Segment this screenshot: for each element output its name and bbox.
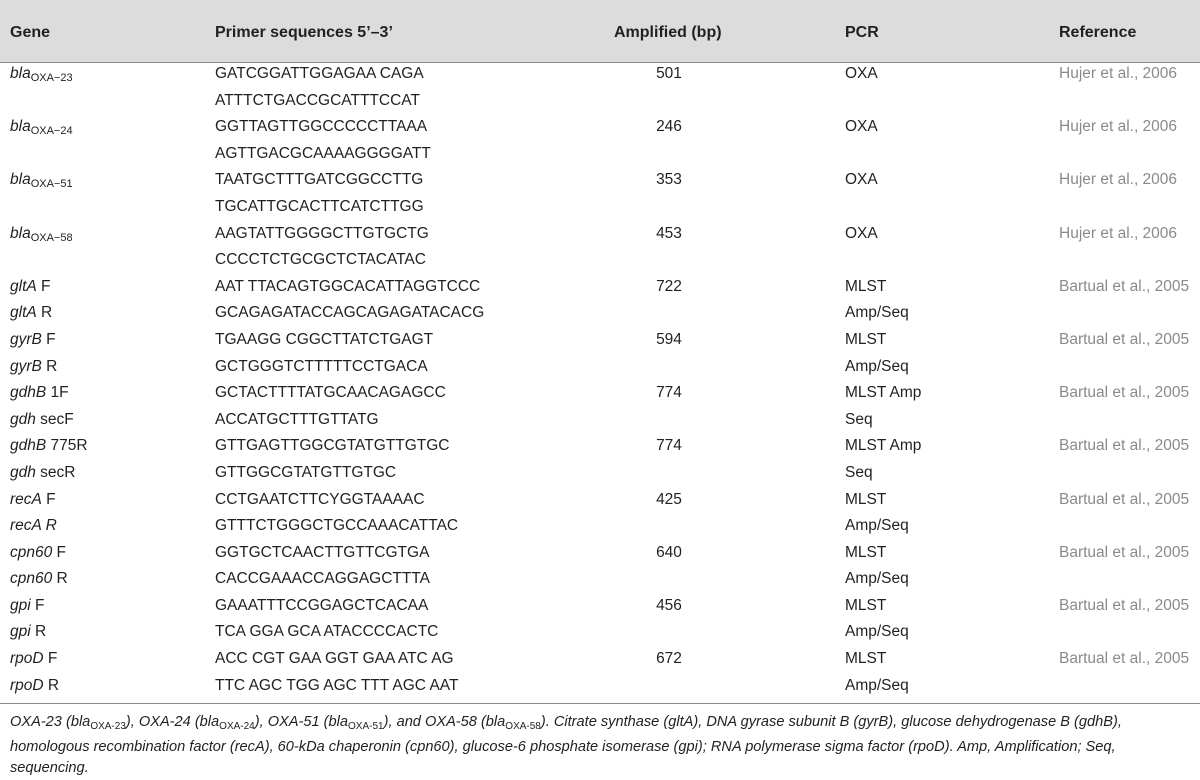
primer-cell: GCTGGGTCTTTTTCCTGACA <box>215 357 428 375</box>
table-row <box>0 672 1200 699</box>
table-row <box>0 486 1200 513</box>
gene-suffix: secR <box>35 463 76 481</box>
gene-suffix: secF <box>35 410 74 428</box>
gene-name: bla <box>10 171 31 189</box>
primer-cell: GGTTAGTTGGCCCCCTTAAA <box>215 118 428 136</box>
gene-name: gyrB <box>10 357 42 375</box>
gene-cell <box>10 517 57 535</box>
table-row <box>0 539 1200 566</box>
table-row <box>0 406 1200 433</box>
primer-cell: GATCGGATTGGAGAA CAGA <box>215 65 424 82</box>
gene-suffix: F <box>41 490 56 508</box>
footnote-text: ), OXA-24 (bla <box>125 714 220 730</box>
header-reference: Reference <box>1059 24 1137 41</box>
gene-suffix: R <box>30 623 47 641</box>
table-row <box>0 140 1200 167</box>
table-footnote <box>10 712 1195 779</box>
gene-name: gdhB <box>10 384 47 402</box>
table-row <box>0 220 1200 247</box>
gene-cell <box>10 304 52 322</box>
primer-cell: ATTTCTGACCGCATTTCCAT <box>215 91 420 109</box>
gene-name: gltA <box>10 277 37 295</box>
footnote-text: OXA-23 (bla <box>10 714 91 730</box>
footnote-text: ), OXA-51 (bla <box>254 714 349 730</box>
reference-cell: Bartual et al., 2005 <box>1059 650 1190 668</box>
footnote-subscript: OXA-24 <box>219 721 255 732</box>
table-row <box>0 618 1200 645</box>
gene-subscript: OXA−58 <box>30 231 73 244</box>
pcr-cell: MLST <box>845 596 887 614</box>
gene-name: gdhB <box>10 437 47 455</box>
table-row <box>0 353 1200 380</box>
gene-name: cpn60 <box>10 543 53 561</box>
reference-cell: Hujer et al., 2006 <box>1059 65 1178 82</box>
amplified-cell: 456 <box>656 596 682 614</box>
pcr-cell: MLST <box>845 650 887 668</box>
header-gene: Gene <box>10 24 51 41</box>
primer-cell: GCTACTTTTATGCAACAGAGCC <box>215 384 446 402</box>
gene-cell <box>10 677 59 695</box>
primer-cell: TAATGCTTTGATCGGCCTTG <box>215 171 424 189</box>
primer-cell: TTC AGC TGG AGC TTT AGC AAT <box>215 676 459 694</box>
gene-suffix: F <box>43 650 58 668</box>
amplified-cell: 672 <box>656 650 682 668</box>
footnote-text: ). Citrate synthase (gltA), DNA gyrase subunit B (gyrB), glucose dehydrogenase B (gdhB), homologous recombination factor (recA), 60-kDa chaperonin (cpn60), glucose-6 phosphate isomerase (gpi); RNA polymerase sigma factor (rpoD). Amp, Amplification; Seq, sequencing. <box>10 714 1122 776</box>
reference-cell: Bartual et al., 2005 <box>1059 596 1190 614</box>
pcr-cell: Amp/Seq <box>845 676 909 694</box>
pcr-cell: MLST <box>845 277 887 295</box>
table-row <box>0 246 1200 273</box>
primer-cell: ACCATGCTTTGTTATG <box>215 410 379 428</box>
pcr-cell: Amp/Seq <box>845 570 909 588</box>
pcr-cell: Seq <box>845 463 873 481</box>
reference-cell: Hujer et al., 2006 <box>1059 171 1178 189</box>
gene-cell <box>10 464 76 482</box>
primer-cell: GGTGCTCAACTTGTTCGTGA <box>215 543 430 561</box>
gene-cell <box>10 570 68 588</box>
amplified-cell: 353 <box>656 171 682 189</box>
pcr-cell: OXA <box>845 65 878 82</box>
gene-suffix: F <box>36 277 51 295</box>
pcr-cell: MLST <box>845 543 887 561</box>
reference-cell: Bartual et al., 2005 <box>1059 490 1190 508</box>
amplified-cell: 246 <box>656 118 682 136</box>
gene-cell <box>10 358 57 376</box>
gene-subscript: OXA−51 <box>30 178 73 191</box>
gene-suffix: 1F <box>46 384 69 402</box>
gene-suffix: 775R <box>46 437 88 455</box>
pcr-cell: MLST <box>845 330 887 348</box>
gene-name: recA R <box>10 517 57 535</box>
gene-name: cpn60 <box>10 570 53 588</box>
table-row <box>0 459 1200 486</box>
gene-name: rpoD <box>10 650 44 668</box>
table-row <box>0 299 1200 326</box>
primer-cell: TCA GGA GCA ATACCCCACTC <box>215 623 439 641</box>
gene-suffix: F <box>41 330 56 348</box>
reference-cell: Hujer et al., 2006 <box>1059 224 1178 242</box>
primer-cell: GTTGGCGTATGTTGTGC <box>215 463 397 481</box>
pcr-cell: Amp/Seq <box>845 357 909 375</box>
header-amplified: Amplified (bp) <box>614 24 722 41</box>
amplified-cell: 501 <box>656 65 682 82</box>
gene-suffix: R <box>43 676 60 694</box>
reference-cell: Bartual et al., 2005 <box>1059 437 1190 455</box>
primer-cell: TGCATTGCACTTCATCTTGG <box>215 197 424 215</box>
header-pcr: PCR <box>845 24 879 41</box>
gene-suffix: F <box>52 543 67 561</box>
table-body <box>0 60 1200 698</box>
amplified-cell: 774 <box>656 437 682 455</box>
primer-cell: CCCCTCTGCGCTCTACATAC <box>215 251 426 269</box>
gene-name: gltA <box>10 304 37 322</box>
gene-name: rpoD <box>10 676 44 694</box>
pcr-cell: MLST Amp <box>845 437 922 455</box>
table-row <box>0 87 1200 114</box>
footnote-subscript: OXA-58 <box>505 721 541 732</box>
table-row <box>0 645 1200 672</box>
header-primer: Primer sequences 5’–3’ <box>215 24 393 41</box>
gene-suffix: R <box>36 304 53 322</box>
gene-name: gpi <box>10 623 31 641</box>
table-row <box>0 273 1200 300</box>
amplified-cell: 453 <box>656 224 682 242</box>
reference-cell: Bartual et al., 2005 <box>1059 384 1190 402</box>
gene-cell <box>10 623 46 641</box>
gene-subscript: OXA−23 <box>30 72 73 84</box>
pcr-cell: MLST Amp <box>845 384 922 402</box>
primer-cell: AAT TTACAGTGGCACATTAGGTCCC <box>215 277 481 295</box>
gene-cell <box>10 411 74 429</box>
reference-cell: Bartual et al., 2005 <box>1059 277 1190 295</box>
primer-cell: GCAGAGATACCAGCAGAGATACACG <box>215 304 485 322</box>
primer-cell: GTTGAGTTGGCGTATGTTGTGC <box>215 437 450 455</box>
table-row <box>0 60 1200 87</box>
gene-name: gdh <box>10 410 36 428</box>
table-row <box>0 592 1200 619</box>
table-row <box>0 512 1200 539</box>
footnote-text: ), and OXA-58 (bla <box>383 714 506 730</box>
primer-cell: GTTTCTGGGCTGCCAAACATTAC <box>215 517 459 535</box>
gene-name: bla <box>10 65 31 82</box>
gene-name: gpi <box>10 596 31 614</box>
gene-suffix: R <box>41 357 58 375</box>
primer-cell: CACCGAAACCAGGAGCTTTA <box>215 570 431 588</box>
pcr-cell: Amp/Seq <box>845 623 909 641</box>
amplified-cell: 774 <box>656 384 682 402</box>
primer-cell: ACC CGT GAA GGT GAA ATC AG <box>215 650 454 668</box>
gene-name: bla <box>10 118 31 136</box>
primer-cell: AGTTGACGCAAAAGGGGATT <box>215 144 431 162</box>
gene-name: recA <box>10 490 42 508</box>
amplified-cell: 594 <box>656 330 682 348</box>
pcr-cell: OXA <box>845 118 878 136</box>
footnote-subscript: OXA-51 <box>348 721 384 732</box>
pcr-cell: OXA <box>845 224 878 242</box>
gene-subscript: OXA−24 <box>30 125 73 138</box>
reference-cell: Hujer et al., 2006 <box>1059 118 1178 136</box>
table-row <box>0 166 1200 193</box>
amplified-cell: 425 <box>656 490 682 508</box>
pcr-cell: MLST <box>845 490 887 508</box>
table-header-row <box>0 0 1200 62</box>
table-row <box>0 379 1200 406</box>
pcr-cell: Amp/Seq <box>845 517 909 535</box>
primer-cell: AAGTATTGGGGCTTGTGCTG <box>215 224 429 242</box>
gene-suffix: R <box>52 570 68 588</box>
table-row <box>0 193 1200 220</box>
table-row <box>0 565 1200 592</box>
pcr-cell: OXA <box>845 171 878 189</box>
reference-cell: Bartual et al., 2005 <box>1059 543 1190 561</box>
table-row <box>0 113 1200 140</box>
pcr-cell: Amp/Seq <box>845 304 909 322</box>
primer-cell: TGAAGG CGGCTTATCTGAGT <box>215 330 434 348</box>
gene-name: gdh <box>10 463 36 481</box>
gene-suffix: F <box>30 596 45 614</box>
table-row <box>0 326 1200 353</box>
table-row <box>0 432 1200 459</box>
footnote-subscript: OXA-23 <box>90 721 126 732</box>
gene-name: bla <box>10 224 31 242</box>
primer-cell: CCTGAATCTTCYGGTAAAAC <box>215 490 425 508</box>
gene-name: gyrB <box>10 330 42 348</box>
amplified-cell: 640 <box>656 543 682 561</box>
amplified-cell: 722 <box>656 277 682 295</box>
primer-cell: GAAATTTCCGGAGCTCACAA <box>215 596 429 614</box>
reference-cell: Bartual et al., 2005 <box>1059 330 1190 348</box>
table-bottom-divider <box>0 703 1200 704</box>
pcr-cell: Seq <box>845 410 873 428</box>
